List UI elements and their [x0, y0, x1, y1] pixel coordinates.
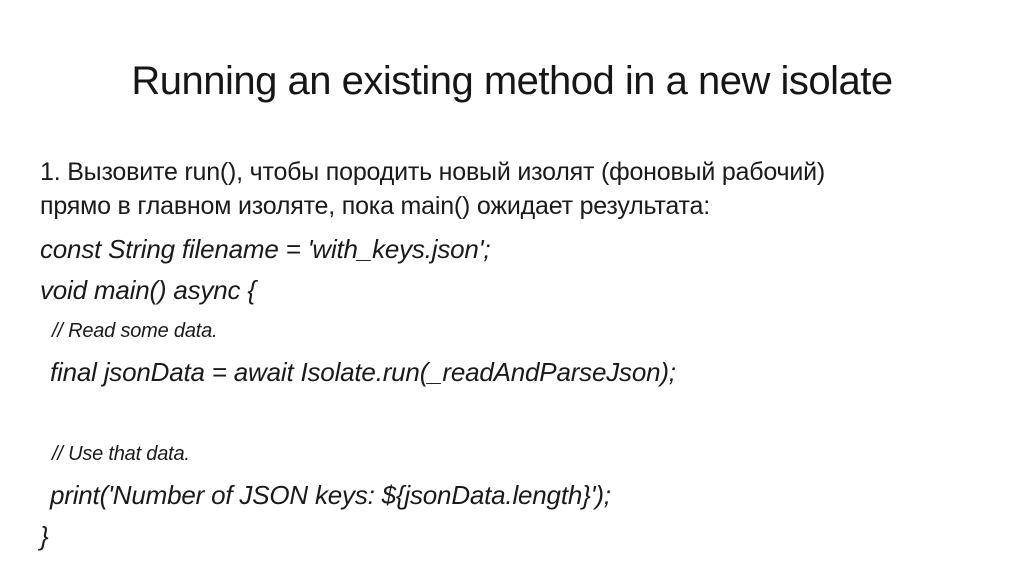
numbered-paragraph	[40, 155, 964, 223]
code-block	[40, 229, 964, 557]
paragraph-line: 1. Вызовите run(), чтобы породить новый изолят (фоновый рабочий)	[40, 158, 825, 186]
code-line: print('Number of JSON keys: ${jsonData.length}');	[50, 480, 611, 510]
paragraph-line: прямо в главном изоляте, пока main() ожидает результата:	[40, 192, 710, 220]
slide-body	[40, 155, 964, 557]
code-closing-brace-line: }	[40, 521, 49, 551]
code-line: void main() async {	[40, 275, 256, 305]
code-line: final jsonData = await Isolate.run(_readAndParseJson);	[50, 357, 676, 387]
code-comment-line: // Use that data.	[52, 443, 190, 465]
code-comment-line: // Read some data.	[52, 320, 218, 342]
page-title: Running an existing method in a new isolate	[131, 59, 893, 103]
code-blank-line	[40, 393, 964, 434]
code-line: const String filename = 'with_keys.json';	[40, 234, 491, 264]
